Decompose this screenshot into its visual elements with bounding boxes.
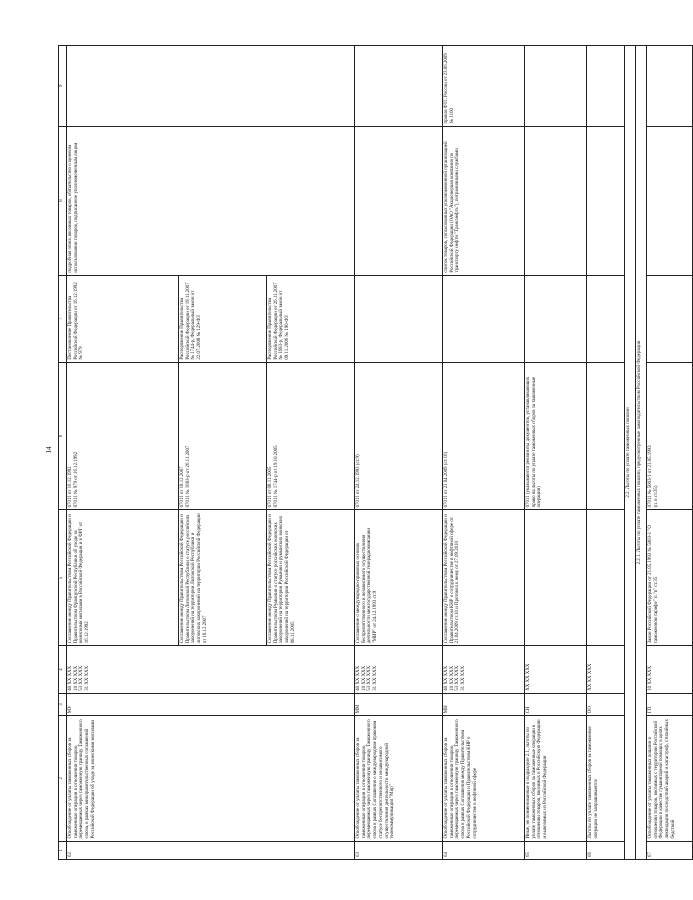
decree-text	[587, 275, 625, 362]
agreement-text	[525, 510, 587, 646]
required-documents	[647, 126, 693, 275]
decree-text	[443, 275, 525, 362]
table-row	[443, 46, 525, 860]
agreement-text: Соглашение между Правительством Российской Федерации и Правительством Французской Республики об уходе за воинскими могилами в Российской Федерации и в ФРГ от 16.12.1992	[67, 510, 179, 646]
document-dates	[525, 362, 587, 510]
row-number: 65	[525, 841, 587, 859]
column-number-row	[59, 46, 67, 860]
procedure-code: 31 ХХ ХХХ	[461, 665, 467, 691]
agreement-text: Соглашение между Правительством Российской Федерации и Правительством КНР о сотрудничестве в нефтяной сфере от 21.04.2009 ст.10 и Протокол к нему от 27.09.2010	[443, 510, 525, 646]
decree-text: Распоряжение Правительства Российской Федерации от 19.11.2007 № 1744-р, Федеральный закон от 22.07.2008 № 129-ФЗ	[179, 275, 267, 362]
row-number: 62	[67, 841, 355, 859]
row-codes	[355, 646, 443, 693]
column-number: 8	[59, 126, 67, 275]
row-codes	[647, 646, 693, 693]
extra-info	[647, 46, 693, 127]
extra-info: приказ ФТС России от 23.06.2009 № 1160	[443, 46, 525, 127]
document-dates	[67, 362, 179, 510]
decree-text	[355, 275, 443, 362]
required-documents	[355, 126, 443, 275]
row-number: 63	[355, 841, 443, 859]
decree-text: Распоряжение Правительства Российской Федерации от 26.11.2007 № 1683-р, Федеральный закон от 09.11.2006 № 190-ФЗ	[267, 275, 355, 362]
procedure-code: ХХ ХХ ХХХ	[588, 663, 593, 691]
row-number: 67	[647, 841, 693, 859]
column-number: 5	[59, 510, 67, 646]
extra-info	[355, 46, 443, 127]
row-number: 64	[443, 841, 525, 859]
row-codes	[587, 646, 625, 693]
document-date: 07011 № 979 от 16.12.1992	[73, 451, 79, 508]
document-dates	[647, 362, 693, 510]
agreement-text: Соглашение между Правительством Российской Федерации и Правительством Румынии о статусе российских воинских захоронений на территории Румынии и румынских воинских захоронений на территории Российской Федерации от 08.11.2005	[267, 510, 355, 646]
row-description: Льготы по уплате таможенных сборов за таможенные операции не запрашиваются	[587, 716, 625, 841]
table-row	[647, 46, 693, 860]
column-number: 3	[59, 693, 67, 715]
column-number: 9	[59, 46, 67, 127]
document-date: 07011 от 21.04.2009 (ст.10)	[444, 451, 449, 508]
row-description: Освобождение от уплаты таможенных сборов за таможенные операции в отношении товаров, перемещаемых через таможенную границу Таможенного союза, в рамках межправительственных соглашений Российской Федерации об уходе за воинскими могилами	[67, 716, 355, 841]
document-dates	[355, 362, 443, 510]
document-date: 07011 № 5003-1 от 21.05.1993	[648, 445, 653, 508]
procedure-code: 40 ХХ ХХХ	[356, 665, 361, 691]
required-documents	[587, 126, 625, 275]
document-dates	[443, 362, 525, 510]
subsection-heading: 2.2.1. Льготы по уплате таможенных пошлин, предусмотренные законодательством Российской Федерации	[636, 46, 647, 860]
document-date: 07011 от 16.12.1992	[68, 466, 73, 508]
document-dates	[587, 362, 625, 510]
procedure-code: ХХ ХХ ХХХ	[526, 663, 531, 691]
section-heading-row	[636, 46, 647, 860]
table-row	[355, 46, 443, 860]
column-number: 6	[59, 362, 67, 510]
benefits-table	[58, 45, 693, 860]
procedure-code: 10 ХХ ХХХ	[648, 665, 653, 691]
document-dates	[179, 362, 267, 510]
column-number: 4	[59, 646, 67, 693]
procedure-code: 53 ХХ ХХХ	[79, 665, 85, 691]
procedure-code: 53 ХХ ХХХ	[455, 665, 461, 691]
document-date: 07011 № 1744-р от 19.10.2005	[273, 445, 279, 508]
document-date: 07011 № 1683-р от 26.11.2007	[185, 445, 191, 508]
procedure-code: 10 ХХ ХХХ	[361, 665, 367, 691]
column-number: 7	[59, 275, 67, 362]
required-documents: подробная опись ввозимых товаров, обязательство о целевом использовании товаров, подписанное уполномоченным лицом	[67, 126, 355, 275]
extra-info	[587, 46, 625, 127]
agreement-text: Соглашение о международно-правовых основах беспрепятственного и независимого осуществления деятельности межгосударственной телерадиокомпании "МИР" от 24.12.1993 ст.9	[355, 510, 443, 646]
section-heading: 2.2. Льготы по уплате таможенных пошлин	[625, 46, 636, 860]
table-row	[67, 46, 179, 860]
document-date: (п. в ст.35)	[653, 485, 659, 508]
row-codes	[67, 646, 355, 693]
row-description: Иные, не поименованные в подразделе 2.1, льготы по уплате таможенных сборов за таможенные операции в отношении товаров, ввозимых в Российскую Федерацию и вывозимых из Российской Федерации	[525, 716, 587, 841]
procedure-code: 40 ХХ ХХХ	[444, 665, 449, 691]
table-row	[587, 46, 625, 860]
document-date: 07011 от 18.12.2007	[180, 466, 185, 508]
section-heading-row	[625, 46, 636, 860]
row-code: ОО	[587, 693, 625, 715]
row-code: МН	[443, 693, 525, 715]
row-description: Освобождение от уплаты таможенных сборов за таможенные операции в отношении товаров, перемещаемых через таможенную границу Таможенного союза в рамках Соглашения между Правительством Российской Федерации и Правительством КНР о сотрудничестве в нефтяной сфере	[443, 716, 525, 841]
procedure-code: 10 ХХ ХХХ	[73, 665, 79, 691]
row-description: Освобождение от уплаты таможенных сборов за таможенные операции в отношении товаров, перемещаемых через таможенную границу Таможенного союза в рамках Соглашения о международном правовом статусе беспрепятственного и независимого осуществления деятельности международной телекоммуникации "Мир"	[355, 716, 443, 841]
row-code: ГП	[647, 693, 693, 715]
row-code: МУ	[67, 693, 355, 715]
document-date: 07011 от 08.11.2005	[268, 466, 273, 508]
procedure-code: 31 ХХ ХХХ	[373, 665, 379, 691]
column-number: 2	[59, 716, 67, 841]
procedure-code: 31 ХХ ХХХ	[85, 665, 91, 691]
row-codes	[443, 646, 525, 693]
required-documents: список товаров, согласованных уполномоченной организацией Российской Федерации (ОАО "Акционерная компания по транспорту нефти "Транснефть"), пограничными службами	[443, 126, 525, 275]
row-codes	[525, 646, 587, 693]
procedure-code: 53 ХХ ХХХ	[367, 665, 373, 691]
row-description: Освобождение от уплаты таможенных пошлин в отношении товаров, ввозимых с территории Российской Федерации в качестве гуманитарной помощи; в целях ликвидации последствий аварий и катастроф, стихийных бедствий	[647, 716, 693, 841]
agreement-text	[587, 510, 625, 646]
table-row	[525, 46, 587, 860]
row-code: СН	[525, 693, 587, 715]
decree-text: Постановление Правительства Российской Федерации от 16.12.1992 № 979	[67, 275, 179, 362]
document-dates	[267, 362, 355, 510]
page-number: 14	[45, 446, 53, 454]
agreement-text: Соглашение между Правительством Российской Федерации и Правительством Литовской Республики о статусе российских захоронений на территории Литовской Республики и литовских захоронений на территории Российской Федерации от 18.12.2007	[179, 510, 267, 646]
procedure-code: 10 ХХ ХХХ	[449, 665, 455, 691]
document-date: 07011 (указываются реквизиты документов, устанавливающих право на льготы по уплате таможенных сборов за таможенные операции)	[526, 376, 543, 508]
procedure-code: 40 ХХ ХХХ	[68, 665, 73, 691]
document-date: 07011 от 24.12.1993 (ст.9)	[356, 454, 361, 508]
column-number: 1	[59, 841, 67, 859]
required-documents	[525, 126, 587, 275]
decree-text	[647, 275, 693, 362]
decree-text	[525, 275, 587, 362]
agreement-text: Закон Российской Федерации от 21.05.1993 № 5003-1 "О таможенном тарифе" п."в" ст.35	[647, 510, 693, 646]
row-number: 66	[587, 841, 625, 859]
row-code: ММ	[355, 693, 443, 715]
extra-info	[67, 46, 355, 127]
extra-info	[525, 46, 587, 127]
